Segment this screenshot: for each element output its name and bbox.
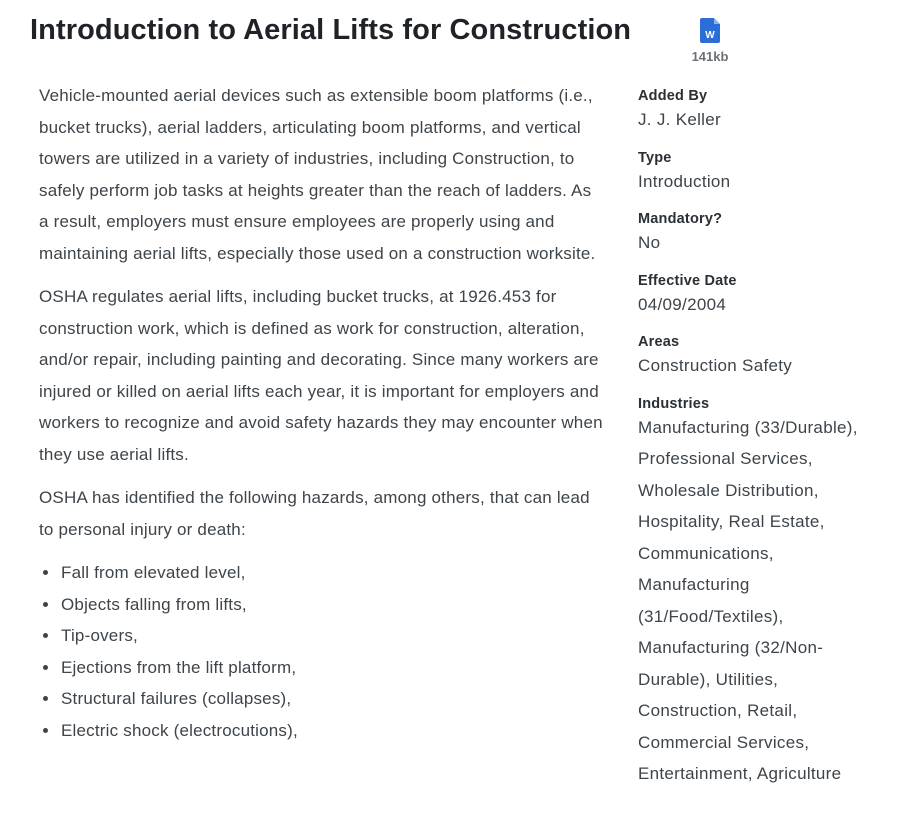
industries-label: Industries	[638, 395, 710, 412]
type-label: Type	[638, 149, 672, 166]
industries-value: Construction, Retail,	[638, 701, 798, 720]
industries-value: Manufacturing (33/Durable),	[638, 417, 858, 437]
list-item: Ejections from the lift platform,	[61, 652, 604, 684]
industries-value: Manufacturing (32/Non-	[638, 638, 824, 657]
bullet-icon	[43, 665, 48, 670]
list-item: Electric shock (electrocutions),	[61, 715, 604, 747]
mandatory-label: Mandatory?	[638, 211, 723, 227]
hazards-intro-paragraph: OSHA has identified the following hazards, among others, that can lead to personal injury or death:	[39, 488, 590, 539]
mandatory-value: No	[638, 233, 661, 252]
document-metadata	[638, 86, 903, 802]
industries-value: Professional Services,	[638, 449, 813, 468]
industries-value: Hospitality, Real Estate,	[638, 512, 825, 531]
areas-field	[638, 332, 903, 382]
added-by-field	[638, 86, 903, 136]
word-icon-letter: W	[705, 30, 715, 41]
added-by-value: J. J. Keller	[638, 110, 721, 129]
bullet-icon	[43, 570, 48, 575]
effective-date-field	[638, 271, 903, 321]
word-document-icon[interactable]	[700, 18, 720, 43]
type-value: Introduction	[638, 171, 731, 191]
industries-value: (31/Food/Textiles),	[638, 606, 784, 626]
mandatory-field	[638, 209, 903, 259]
industries-value: Durable), Utilities,	[638, 669, 779, 689]
industries-value: Communications,	[638, 543, 774, 563]
bullet-icon	[43, 728, 48, 733]
effective-date-label: Effective Date	[638, 272, 737, 289]
list-item: Objects falling from lifts,	[61, 589, 604, 621]
bullet-icon	[43, 633, 48, 638]
document-body	[39, 80, 604, 746]
bullet-icon	[43, 696, 48, 701]
bullet-icon	[43, 602, 48, 607]
list-item: Tip-overs,	[61, 620, 604, 652]
hazards-list	[39, 557, 604, 746]
list-item: Fall from elevated level,	[61, 557, 604, 589]
intro-paragraph: Vehicle-mounted aerial devices such as extensible boom platforms (i.e., bucket trucks), aerial ladders, articulating boom platforms, and vertical towers are utilized in a variety of industries, including Construction, to safely perform job tasks at heights greater than the reach of ladders. As a result, employers must ensure employees are properly using and maintaining aerial lifts, especially those used on a construction worksite.	[39, 86, 596, 263]
industries-value: Entertainment, Agriculture	[638, 764, 842, 783]
added-by-label: Added By	[638, 88, 708, 104]
areas-label: Areas	[638, 334, 680, 350]
type-field	[638, 148, 903, 198]
industries-value: Wholesale Distribution,	[638, 480, 819, 500]
effective-date-value: 04/09/2004	[638, 294, 727, 314]
areas-value: Construction Safety	[638, 356, 793, 375]
industries-value: Manufacturing	[638, 575, 750, 594]
page-title: Introduction to Aerial Lifts for Construction	[30, 14, 632, 46]
list-item: Structural failures (collapses),	[61, 683, 604, 715]
industries-field	[638, 394, 903, 790]
industries-value: Commercial Services,	[638, 732, 810, 752]
document-download[interactable]	[688, 18, 732, 64]
regulation-paragraph: OSHA regulates aerial lifts, including bucket trucks, at 1926.453 for construction work, which is defined as work for construction, alteration, and/or repair, including painting and decorating. Since many workers are injured or killed on aerial lifts each year, it is important for employers and workers to recognize and avoid safety hazards they may encounter when they use aerial lifts.	[39, 287, 603, 464]
file-size: 141kb	[691, 49, 729, 64]
